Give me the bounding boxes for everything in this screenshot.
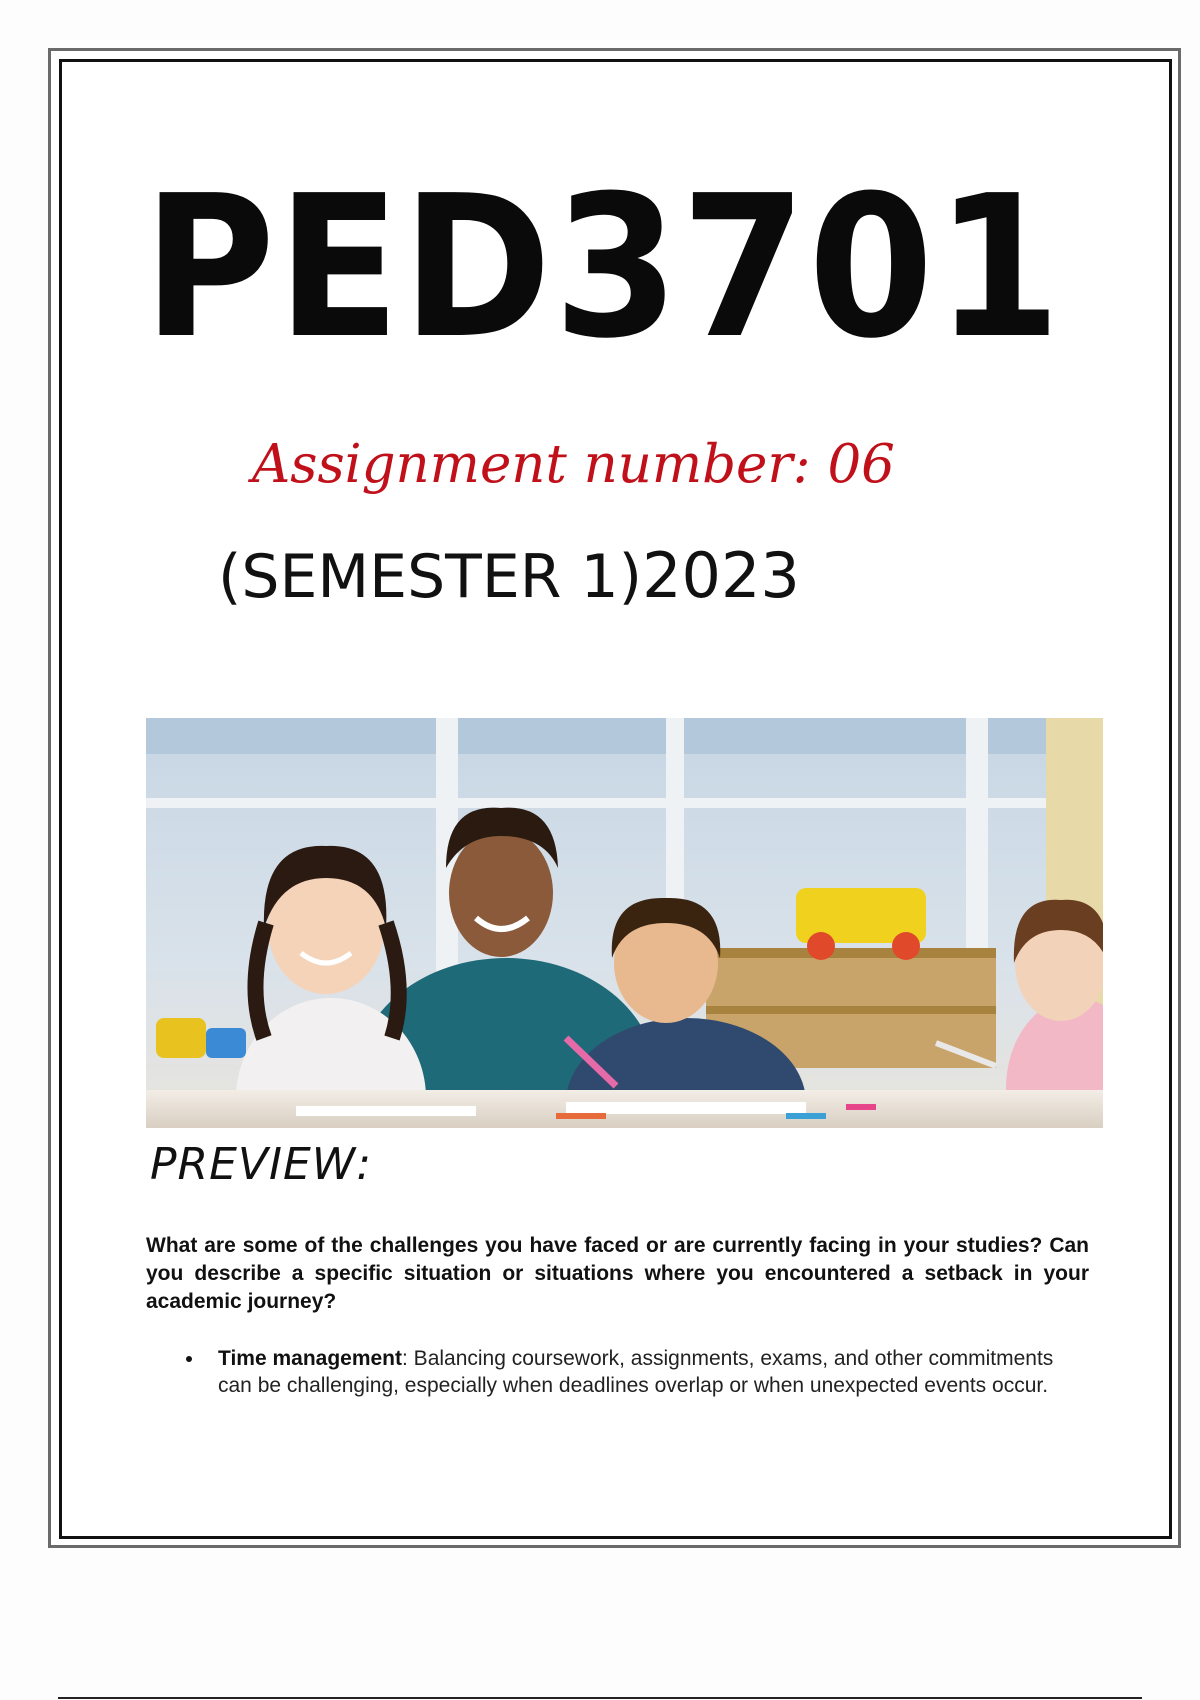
assignment-number: Assignment number: 06 [252,434,895,495]
bullet-term: Time management [218,1347,403,1370]
bullet-icon [186,1356,192,1362]
semester-year: 2023 [642,539,800,612]
semester-line [218,539,800,612]
challenges-list [182,1345,1062,1399]
list-item [182,1345,1062,1399]
course-code-title: PED3701 [143,154,1063,382]
bullet-text: : Balancing coursework, assignments, exams, and other commitments can be challenging, especially when deadlines overlap or when unexpected events occur. [218,1347,1054,1397]
classroom-photo [146,718,1103,1128]
preview-question: What are some of the challenges you have faced or are currently facing in your studies? Can you describe a specific situation or situations where you encountered a setback in your academic journey? [146,1234,1089,1313]
bottom-divider [58,1697,1142,1699]
preview-label: PREVIEW: [150,1139,373,1190]
semester-label: (SEMESTER 1) [218,542,643,612]
classroom-illustration [146,718,1103,1128]
